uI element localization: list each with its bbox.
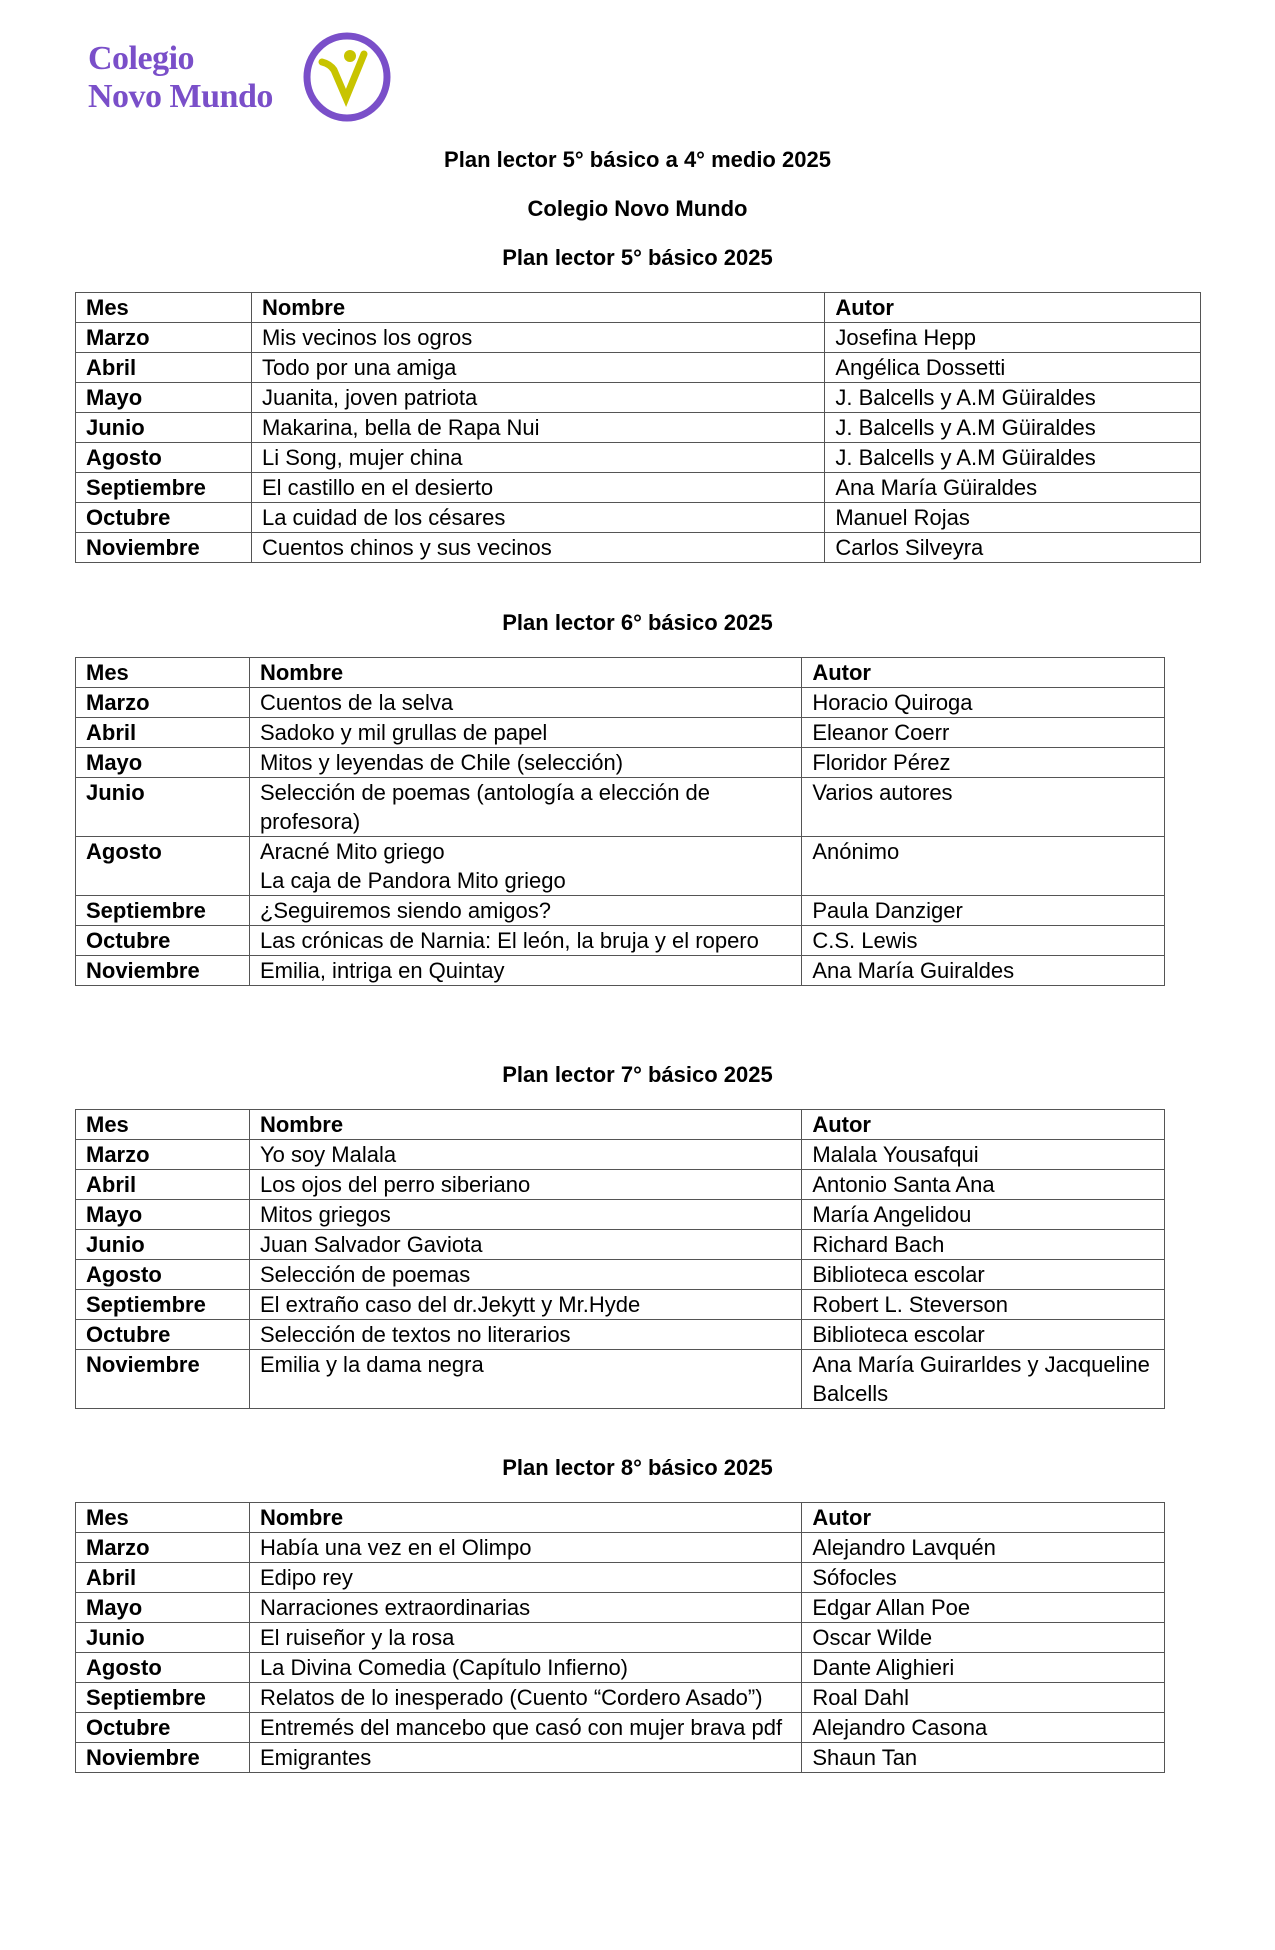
table-row xyxy=(76,956,1165,986)
cell-nombre xyxy=(251,473,824,503)
cell-nombre xyxy=(249,688,801,718)
cell-nombre xyxy=(251,443,824,473)
cell-autor xyxy=(825,473,1201,503)
cell-autor xyxy=(802,837,1165,896)
cell-nombre xyxy=(249,1653,801,1683)
cell-mes-text: Marzo xyxy=(86,1535,150,1560)
cell-mes xyxy=(76,1290,250,1320)
cell-mes-text: Mayo xyxy=(86,1595,143,1620)
cell-mes-text: Junio xyxy=(86,415,145,440)
cell-autor xyxy=(825,323,1201,353)
cell-autor-text: Sófocles xyxy=(812,1565,897,1590)
cell-nombre xyxy=(251,353,824,383)
cell-nombre-text: Las crónicas de Narnia: El león, la bruja y el ropero xyxy=(259,928,759,953)
cell-mes-text: Mayo xyxy=(86,1202,143,1227)
table-row xyxy=(76,1290,1165,1320)
cell-autor-text: Ana María Guiraldes xyxy=(812,958,1015,983)
reading-table-7-basico xyxy=(75,1109,1165,1409)
cell-autor-text: Josefina Hepp xyxy=(835,325,976,350)
table-row xyxy=(76,533,1201,563)
logo-emblem-icon xyxy=(302,32,392,122)
section-title: Plan lector 7° básico 2025 xyxy=(502,1062,773,1087)
reading-table-6-basico xyxy=(75,657,1165,986)
cell-autor-text: Eleanor Coerr xyxy=(812,720,950,745)
cell-nombre xyxy=(249,1260,801,1290)
cell-nombre-text: La Divina Comedia (Capítulo Infierno) xyxy=(259,1655,629,1680)
reading-table-5-basico xyxy=(75,292,1201,563)
cell-mes xyxy=(76,1593,250,1623)
header-mes xyxy=(76,658,250,688)
cell-nombre-text: La cuidad de los césares xyxy=(261,505,506,530)
header-mes-text: Mes xyxy=(86,1505,129,1530)
cell-nombre-text: Selección de textos no literarios xyxy=(259,1322,571,1347)
cell-nombre xyxy=(249,1533,801,1563)
cell-nombre xyxy=(249,1593,801,1623)
cell-mes-text: Octubre xyxy=(86,928,171,953)
cell-nombre xyxy=(249,896,801,926)
cell-nombre-text: Edipo rey xyxy=(259,1565,353,1590)
cell-mes xyxy=(76,748,250,778)
cell-mes-text: Abril xyxy=(86,1565,137,1590)
table-row xyxy=(76,353,1201,383)
cell-mes-text: Junio xyxy=(86,780,145,805)
cell-mes-text: Septiembre xyxy=(86,1685,206,1710)
table-row xyxy=(76,1260,1165,1290)
cell-nombre-text: Narraciones extraordinarias xyxy=(259,1595,531,1620)
cell-autor xyxy=(802,688,1165,718)
table-row xyxy=(76,1713,1165,1743)
cell-mes-text: Abril xyxy=(86,355,137,380)
table-row xyxy=(76,443,1201,473)
cell-mes xyxy=(76,1170,250,1200)
cell-nombre xyxy=(249,748,801,778)
cell-autor xyxy=(802,1623,1165,1653)
document-title: Plan lector 5° básico a 4° medio 2025 xyxy=(444,147,831,172)
table-header-row xyxy=(76,658,1165,688)
cell-mes-text: Octubre xyxy=(86,505,171,530)
table-row xyxy=(76,926,1165,956)
cell-autor-text: Oscar Wilde xyxy=(812,1625,933,1650)
cell-mes xyxy=(76,956,250,986)
table-header-row xyxy=(76,1503,1165,1533)
cell-nombre-text: Selección de poemas xyxy=(259,1262,471,1287)
cell-autor xyxy=(825,413,1201,443)
cell-autor-text: Paula Danziger xyxy=(812,898,963,923)
school-logo xyxy=(88,32,408,128)
cell-mes xyxy=(76,718,250,748)
cell-autor xyxy=(825,353,1201,383)
header-autor xyxy=(802,1110,1165,1140)
table-row xyxy=(76,1533,1165,1563)
header-autor-text: Autor xyxy=(835,295,894,320)
cell-autor-text: Antonio Santa Ana xyxy=(812,1172,995,1197)
cell-nombre xyxy=(249,1623,801,1653)
cell-mes-text: Mayo xyxy=(86,750,143,775)
header-nombre-text: Nombre xyxy=(261,295,346,320)
cell-autor xyxy=(825,503,1201,533)
cell-nombre xyxy=(251,413,824,443)
logo-line-1: Colegio xyxy=(88,40,195,77)
cell-mes-text: Marzo xyxy=(86,325,150,350)
cell-nombre-text: Mitos y leyendas de Chile (selección) xyxy=(259,750,624,775)
cell-mes-text: Noviembre xyxy=(86,1352,200,1377)
cell-nombre xyxy=(249,1713,801,1743)
cell-mes xyxy=(76,323,252,353)
cell-mes xyxy=(76,413,252,443)
cell-mes-text: Noviembre xyxy=(86,958,200,983)
cell-nombre-text: Los ojos del perro siberiano xyxy=(259,1172,531,1197)
cell-mes-text: Octubre xyxy=(86,1715,171,1740)
cell-autor-text: Ana María Guirarldes y Jacqueline Balcells xyxy=(812,1352,1150,1406)
header-mes-text: Mes xyxy=(86,295,129,320)
cell-mes-text: Agosto xyxy=(86,1655,162,1680)
cell-mes xyxy=(76,1623,250,1653)
table-row xyxy=(76,1563,1165,1593)
cell-nombre-text: Todo por una amiga xyxy=(261,355,457,380)
cell-mes xyxy=(76,533,252,563)
logo-text xyxy=(88,40,273,116)
cell-autor-text: J. Balcells y A.M Güiraldes xyxy=(835,385,1096,410)
cell-autor-text: Anónimo xyxy=(812,839,900,864)
reading-table-8-basico xyxy=(75,1502,1165,1773)
cell-nombre-text: Entremés del mancebo que casó con mujer brava pdf xyxy=(259,1715,783,1740)
cell-nombre xyxy=(249,1170,801,1200)
cell-nombre xyxy=(249,1350,801,1409)
cell-mes xyxy=(76,926,250,956)
cell-mes xyxy=(76,443,252,473)
header-autor xyxy=(802,658,1165,688)
cell-autor xyxy=(802,896,1165,926)
table-row xyxy=(76,688,1165,718)
cell-nombre-text: Sadoko y mil grullas de papel xyxy=(259,720,548,745)
section-6-basico xyxy=(0,611,1275,635)
cell-mes xyxy=(76,778,250,837)
table-row xyxy=(76,748,1165,778)
header-autor-text: Autor xyxy=(812,1505,872,1530)
cell-mes-text: Noviembre xyxy=(86,1745,200,1770)
cell-autor-text: Roal Dahl xyxy=(812,1685,909,1710)
cell-autor xyxy=(802,1743,1165,1773)
cell-autor xyxy=(825,383,1201,413)
cell-nombre xyxy=(249,718,801,748)
cell-mes-text: Septiembre xyxy=(86,898,206,923)
header-nombre-text: Nombre xyxy=(259,660,344,685)
cell-nombre-text: Mis vecinos los ogros xyxy=(261,325,473,350)
cell-mes xyxy=(76,503,252,533)
section-8-basico xyxy=(0,1456,1275,1480)
cell-mes xyxy=(76,1653,250,1683)
cell-nombre-text: Emilia y la dama negra xyxy=(259,1352,484,1377)
header-nombre xyxy=(249,1503,801,1533)
cell-mes xyxy=(76,353,252,383)
cell-nombre-text: ¿Seguiremos siendo amigos? xyxy=(259,898,551,923)
cell-nombre-text: Li Song, mujer china xyxy=(261,445,463,470)
cell-mes xyxy=(76,1350,250,1409)
cell-mes-text: Septiembre xyxy=(86,1292,206,1317)
table-row xyxy=(76,383,1201,413)
header-nombre xyxy=(251,293,824,323)
cell-autor xyxy=(802,1320,1165,1350)
cell-autor xyxy=(802,1593,1165,1623)
cell-nombre xyxy=(251,383,824,413)
header-mes xyxy=(76,1503,250,1533)
cell-autor xyxy=(802,1350,1165,1409)
document-header xyxy=(0,148,1275,246)
table-row xyxy=(76,1230,1165,1260)
header-nombre xyxy=(249,658,801,688)
cell-mes-text: Octubre xyxy=(86,1322,171,1347)
table-row xyxy=(76,1623,1165,1653)
table-row xyxy=(76,1200,1165,1230)
cell-mes xyxy=(76,1713,250,1743)
cell-nombre xyxy=(249,1743,801,1773)
header-autor-text: Autor xyxy=(812,1112,871,1137)
cell-nombre xyxy=(251,533,824,563)
cell-autor-text: Alejandro Lavquén xyxy=(812,1535,996,1560)
cell-autor-text: Dante Alighieri xyxy=(812,1655,955,1680)
cell-nombre xyxy=(249,926,801,956)
cell-nombre xyxy=(249,1140,801,1170)
cell-nombre-text: Relatos de lo inesperado (Cuento “Cordero Asado”) xyxy=(259,1685,763,1710)
cell-autor xyxy=(802,778,1165,837)
cell-autor xyxy=(802,1533,1165,1563)
cell-mes xyxy=(76,1533,250,1563)
cell-nombre xyxy=(249,1200,801,1230)
table-row xyxy=(76,1593,1165,1623)
cell-nombre-text: Mitos griegos xyxy=(259,1202,391,1227)
cell-nombre xyxy=(249,956,801,986)
cell-nombre-text: Cuentos chinos y sus vecinos xyxy=(261,535,552,560)
section-5-basico xyxy=(0,246,1275,270)
cell-mes xyxy=(76,1320,250,1350)
cell-nombre xyxy=(251,503,824,533)
cell-nombre xyxy=(249,1563,801,1593)
cell-mes-text: Agosto xyxy=(86,1262,162,1287)
header-mes xyxy=(76,1110,250,1140)
cell-autor-text: Biblioteca escolar xyxy=(812,1262,985,1287)
header-mes-text: Mes xyxy=(86,660,129,685)
cell-nombre-text: Makarina, bella de Rapa Nui xyxy=(261,415,540,440)
cell-nombre xyxy=(251,323,824,353)
cell-nombre-text: Selección de poemas (antología a elección de profesora) xyxy=(259,780,711,834)
header-autor-text: Autor xyxy=(812,660,871,685)
cell-autor xyxy=(802,956,1165,986)
cell-autor xyxy=(802,1230,1165,1260)
cell-autor-text: Biblioteca escolar xyxy=(812,1322,985,1347)
table-row xyxy=(76,323,1201,353)
table-header-row xyxy=(76,1110,1165,1140)
cell-nombre xyxy=(249,778,801,837)
table-row xyxy=(76,718,1165,748)
section-7-basico xyxy=(0,1063,1275,1087)
table-row xyxy=(76,778,1165,837)
cell-autor xyxy=(802,1140,1165,1170)
cell-mes-text: Marzo xyxy=(86,690,150,715)
cell-autor-text: Malala Yousafqui xyxy=(812,1142,979,1167)
cell-autor xyxy=(825,443,1201,473)
cell-mes-text: Abril xyxy=(86,720,137,745)
section-title: Plan lector 5° básico 2025 xyxy=(502,245,773,270)
cell-mes xyxy=(76,1563,250,1593)
cell-autor xyxy=(802,718,1165,748)
cell-autor-text: J. Balcells y A.M Güiraldes xyxy=(835,445,1096,470)
cell-mes-text: Marzo xyxy=(86,1142,150,1167)
table-row xyxy=(76,1170,1165,1200)
cell-mes xyxy=(76,837,250,896)
table-row xyxy=(76,837,1165,896)
table-row xyxy=(76,1350,1165,1409)
header-mes xyxy=(76,293,252,323)
cell-autor-text: Alejandro Casona xyxy=(812,1715,988,1740)
cell-mes xyxy=(76,1230,250,1260)
table-row xyxy=(76,503,1201,533)
cell-autor-text: Varios autores xyxy=(812,780,953,805)
section-title: Plan lector 8° básico 2025 xyxy=(502,1455,773,1480)
table-header-row xyxy=(76,293,1201,323)
cell-mes xyxy=(76,1683,250,1713)
cell-nombre-text: Yo soy Malala xyxy=(259,1142,397,1167)
cell-mes-text: Mayo xyxy=(86,385,143,410)
cell-nombre-line-2: La caja de Pandora Mito griego xyxy=(259,868,566,893)
cell-autor-text: Ana María Güiraldes xyxy=(835,475,1038,500)
cell-autor xyxy=(825,533,1201,563)
cell-mes-text: Agosto xyxy=(86,839,162,864)
cell-autor xyxy=(802,748,1165,778)
cell-nombre-text: Aracné Mito griego xyxy=(259,839,445,864)
table-row xyxy=(76,1140,1165,1170)
cell-nombre-text: Juanita, joven patriota xyxy=(261,385,478,410)
cell-mes xyxy=(76,1743,250,1773)
cell-nombre xyxy=(249,837,801,896)
cell-mes xyxy=(76,1260,250,1290)
cell-mes-text: Abril xyxy=(86,1172,137,1197)
cell-autor-text: Carlos Silveyra xyxy=(835,535,984,560)
cell-mes-text: Junio xyxy=(86,1625,145,1650)
cell-nombre-text: Juan Salvador Gaviota xyxy=(259,1232,483,1257)
header-autor xyxy=(825,293,1201,323)
cell-nombre-text: Había una vez en el Olimpo xyxy=(259,1535,532,1560)
cell-autor-text: Shaun Tan xyxy=(812,1745,918,1770)
cell-mes xyxy=(76,383,252,413)
header-autor xyxy=(802,1503,1165,1533)
cell-nombre-text: Cuentos de la selva xyxy=(259,690,454,715)
cell-autor-text: C.S. Lewis xyxy=(812,928,918,953)
cell-nombre-text: El ruiseñor y la rosa xyxy=(259,1625,455,1650)
cell-mes xyxy=(76,473,252,503)
table-row xyxy=(76,413,1201,443)
cell-autor-text: Floridor Pérez xyxy=(812,750,951,775)
cell-mes xyxy=(76,1200,250,1230)
cell-autor-text: María Angelidou xyxy=(812,1202,972,1227)
header-nombre-text: Nombre xyxy=(259,1505,344,1530)
cell-autor xyxy=(802,926,1165,956)
cell-nombre xyxy=(249,1230,801,1260)
table-row xyxy=(76,1653,1165,1683)
cell-nombre-text: El extraño caso del dr.Jekytt y Mr.Hyde xyxy=(259,1292,641,1317)
cell-autor-text: Manuel Rojas xyxy=(835,505,970,530)
cell-autor xyxy=(802,1563,1165,1593)
cell-mes-text: Noviembre xyxy=(86,535,200,560)
cell-autor xyxy=(802,1260,1165,1290)
cell-mes-text: Junio xyxy=(86,1232,145,1257)
cell-autor xyxy=(802,1713,1165,1743)
cell-nombre-text: El castillo en el desierto xyxy=(261,475,494,500)
table-row xyxy=(76,896,1165,926)
cell-mes xyxy=(76,1140,250,1170)
cell-autor xyxy=(802,1683,1165,1713)
cell-nombre xyxy=(249,1290,801,1320)
header-nombre xyxy=(249,1110,801,1140)
table-row xyxy=(76,1683,1165,1713)
cell-autor-text: Horacio Quiroga xyxy=(812,690,973,715)
cell-nombre xyxy=(249,1683,801,1713)
cell-mes-text: Septiembre xyxy=(86,475,206,500)
table-row xyxy=(76,1320,1165,1350)
cell-autor-text: Angélica Dossetti xyxy=(835,355,1006,380)
cell-autor-text: Edgar Allan Poe xyxy=(812,1595,971,1620)
table-row xyxy=(76,473,1201,503)
cell-autor xyxy=(802,1290,1165,1320)
cell-autor xyxy=(802,1200,1165,1230)
cell-nombre-text: Emilia, intriga en Quintay xyxy=(259,958,505,983)
cell-mes xyxy=(76,896,250,926)
cell-mes-text: Agosto xyxy=(86,445,162,470)
cell-autor-text: Richard Bach xyxy=(812,1232,945,1257)
logo-line-2: Novo Mundo xyxy=(88,78,273,115)
cell-autor xyxy=(802,1653,1165,1683)
table-row xyxy=(76,1743,1165,1773)
cell-autor xyxy=(802,1170,1165,1200)
school-name: Colegio Novo Mundo xyxy=(527,196,748,221)
cell-autor-text: J. Balcells y A.M Güiraldes xyxy=(835,415,1096,440)
header-mes-text: Mes xyxy=(86,1112,129,1137)
cell-nombre xyxy=(249,1320,801,1350)
cell-autor-text: Robert L. Steverson xyxy=(812,1292,1008,1317)
section-title: Plan lector 6° básico 2025 xyxy=(502,610,773,635)
header-nombre-text: Nombre xyxy=(259,1112,344,1137)
cell-mes xyxy=(76,688,250,718)
cell-nombre-text: Emigrantes xyxy=(259,1745,372,1770)
